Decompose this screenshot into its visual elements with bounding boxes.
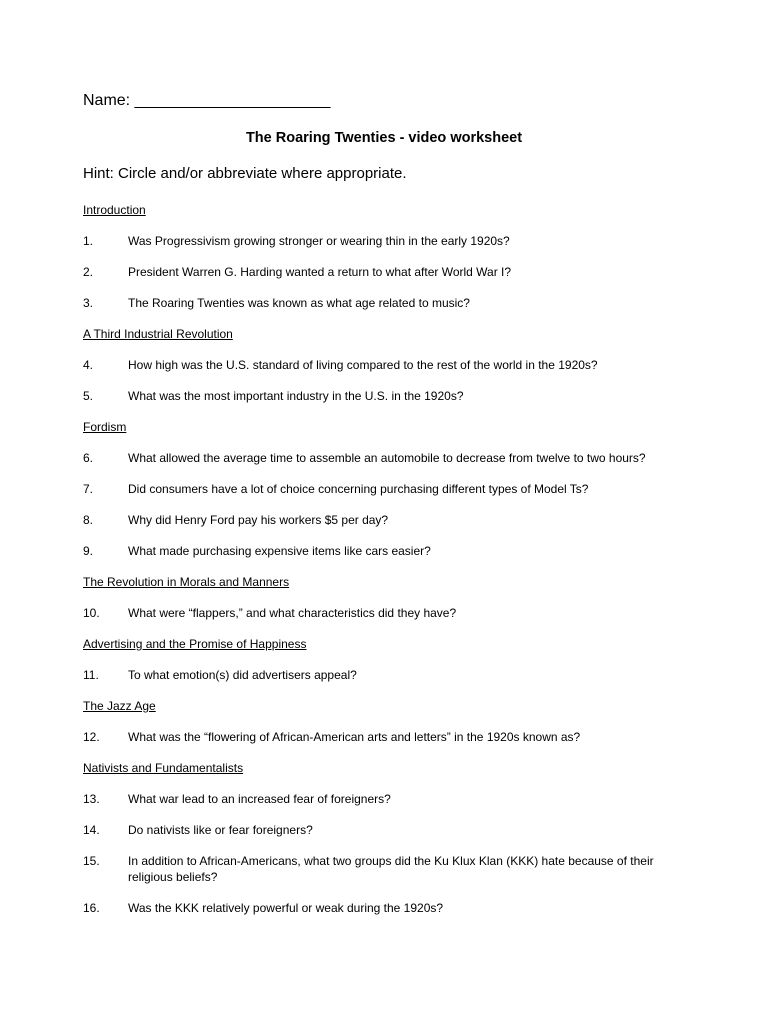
question-text: What war lead to an increased fear of foreigners? bbox=[128, 792, 391, 806]
section-heading-morals-manners: The Revolution in Morals and Manners bbox=[83, 575, 290, 589]
question-text: Was Progressivism growing stronger or wearing thin in the early 1920s? bbox=[128, 234, 510, 248]
question-number: 14. bbox=[83, 823, 100, 837]
section-heading-industrial-revolution: A Third Industrial Revolution bbox=[83, 327, 233, 341]
question-text: Was the KKK relatively powerful or weak during the 1920s? bbox=[128, 901, 444, 915]
question-number: 2. bbox=[83, 265, 94, 279]
question-number: 8. bbox=[83, 513, 94, 527]
question-number: 6. bbox=[83, 451, 94, 465]
question-text: What made purchasing expensive items like cars easier? bbox=[128, 544, 431, 558]
question-number: 1. bbox=[83, 234, 94, 248]
question-number: 9. bbox=[83, 544, 94, 558]
question-number: 10. bbox=[83, 606, 100, 620]
question-text: Why did Henry Ford pay his workers $5 per day? bbox=[128, 513, 389, 527]
section-heading-fordism: Fordism bbox=[83, 420, 127, 434]
question-text: The Roaring Twenties was known as what age related to music? bbox=[128, 296, 470, 310]
section-heading-nativists: Nativists and Fundamentalists bbox=[83, 761, 244, 775]
question-number: 7. bbox=[83, 482, 94, 496]
section-heading-advertising: Advertising and the Promise of Happiness bbox=[83, 637, 307, 651]
question-number: 12. bbox=[83, 730, 100, 744]
question-number: 3. bbox=[83, 296, 94, 310]
question-number: 11. bbox=[83, 668, 99, 682]
question-text: What was the most important industry in the U.S. in the 1920s? bbox=[128, 389, 464, 403]
question-text: Do nativists like or fear foreigners? bbox=[128, 823, 313, 837]
section-heading-jazz-age: The Jazz Age bbox=[83, 699, 156, 713]
question-text: How high was the U.S. standard of living compared to the rest of the world in the 1920s? bbox=[128, 358, 598, 372]
question-text: What were “flappers,” and what characteristics did they have? bbox=[128, 606, 457, 620]
question-text: In addition to African-Americans, what two groups did the Ku Klux Klan (KKK) hate because of their religious beliefs? bbox=[128, 854, 654, 884]
worksheet-title: The Roaring Twenties - video worksheet bbox=[245, 130, 523, 146]
question-text: To what emotion(s) did advertisers appeal? bbox=[128, 668, 357, 682]
name-field-line: Name: ______________________ bbox=[83, 92, 331, 109]
question-text: What was the “flowering of African-American arts and letters” in the 1920s known as? bbox=[128, 730, 581, 744]
question-text: Did consumers have a lot of choice concerning purchasing different types of Model Ts? bbox=[128, 482, 589, 496]
question-number: 5. bbox=[83, 389, 94, 403]
section-heading-introduction: Introduction bbox=[83, 203, 146, 217]
question-number: 16. bbox=[83, 901, 100, 915]
question-number: 4. bbox=[83, 358, 94, 372]
question-number: 13. bbox=[83, 792, 100, 806]
question-text: President Warren G. Harding wanted a return to what after World War I? bbox=[128, 265, 512, 279]
question-text: What allowed the average time to assemble an automobile to decrease from twelve to two hours? bbox=[128, 451, 646, 465]
question-number: 15. bbox=[83, 854, 100, 868]
hint-text: Hint: Circle and/or abbreviate where appropriate. bbox=[83, 165, 407, 182]
